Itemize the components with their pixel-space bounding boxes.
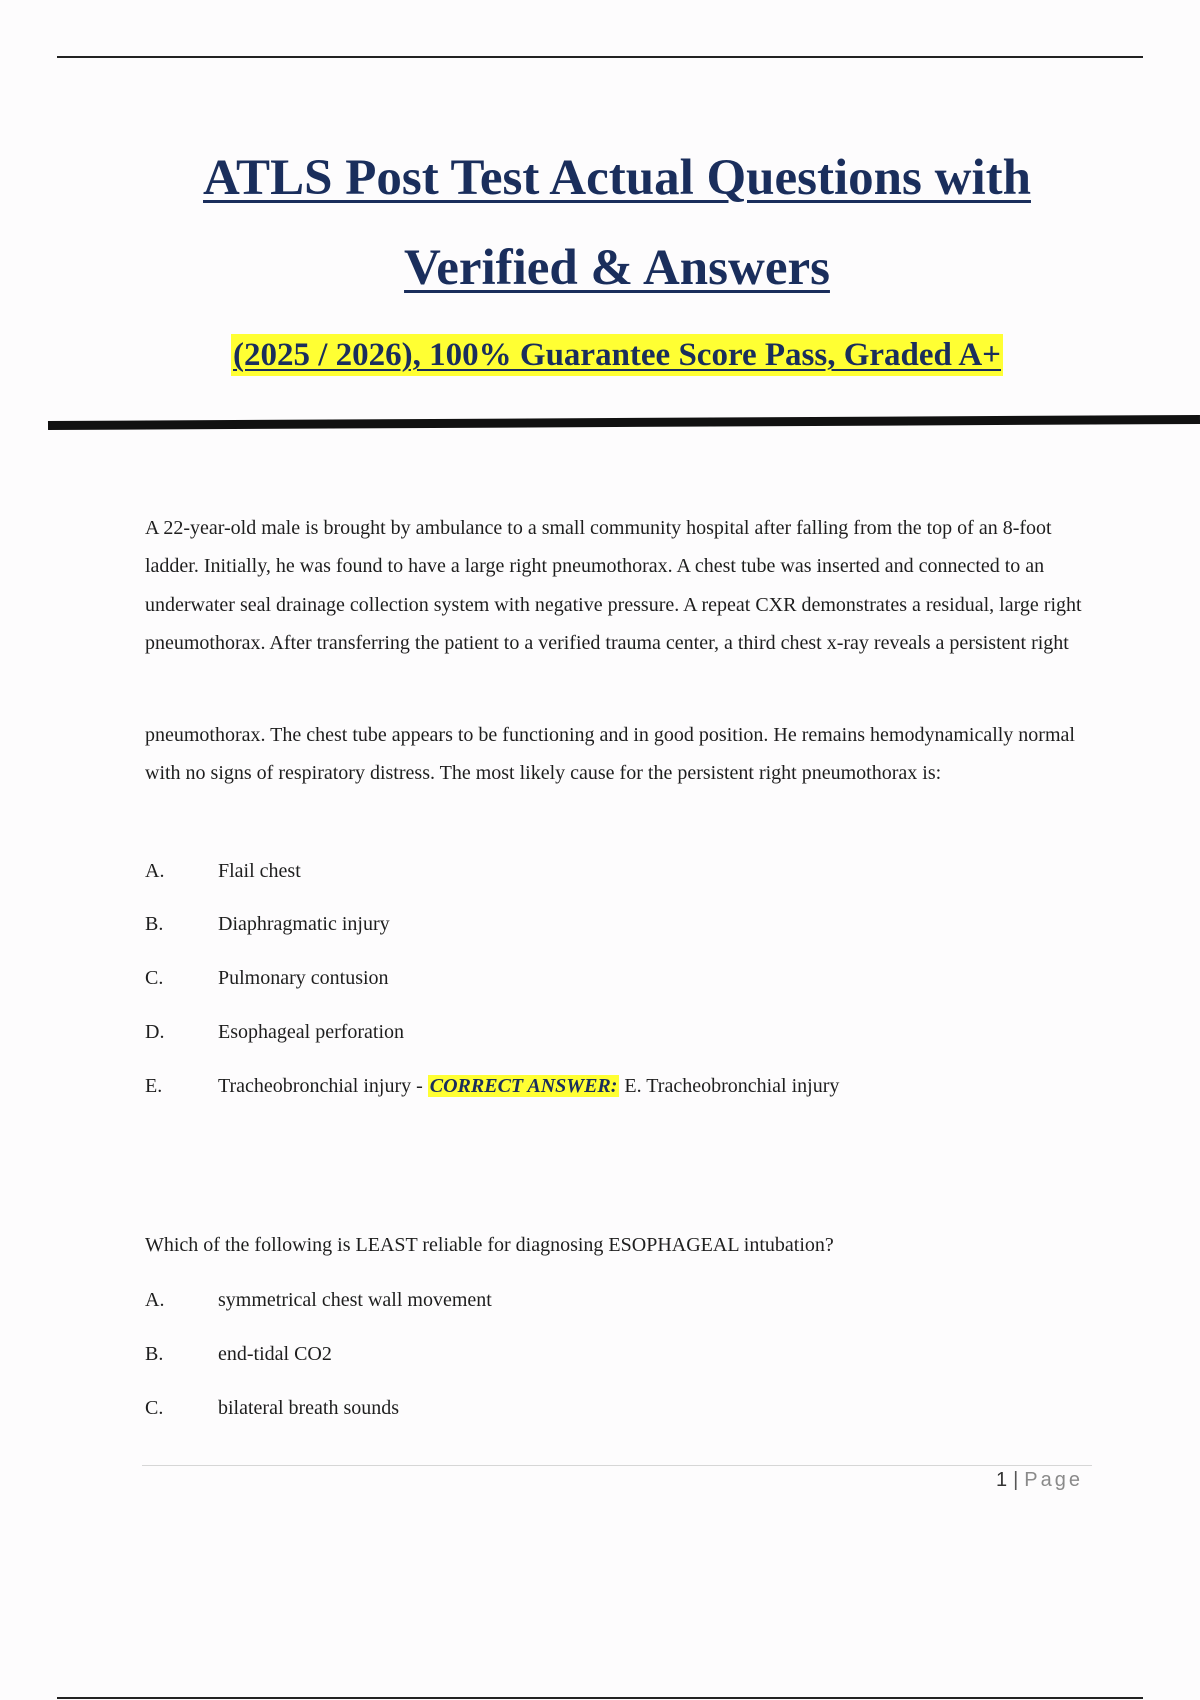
correct-answer-text: E. Tracheobronchial injury <box>619 1075 840 1097</box>
option-letter: C. <box>145 967 164 989</box>
footer-separator: | <box>1013 1469 1019 1491</box>
option-letter: A. <box>145 1289 165 1311</box>
option-text: Pulmonary contusion <box>218 967 389 989</box>
question1-option <box>145 909 390 939</box>
page-footer <box>996 1469 1083 1492</box>
question2-stem: Which of the following is LEAST reliable for diagnosing ESOPHAGEAL intubation? <box>145 1234 834 1256</box>
option-text: Flail chest <box>218 860 301 882</box>
option-text: end-tidal CO2 <box>218 1343 332 1365</box>
document-subtitle: (2025 / 2026), 100% Guarantee Score Pass, Graded A+ <box>231 334 1003 376</box>
top-rule <box>57 56 1143 58</box>
question2-option <box>145 1339 332 1369</box>
question1-option <box>145 1017 404 1047</box>
question1-option <box>145 856 301 886</box>
question1-option <box>145 963 389 993</box>
option-text: Tracheobronchial injury - <box>218 1075 428 1097</box>
option-letter: C. <box>145 1397 164 1419</box>
page-label: Page <box>1024 1469 1083 1491</box>
option-text: Esophageal perforation <box>218 1021 405 1043</box>
footer-rule <box>142 1465 1092 1466</box>
page-number: 1 <box>995 1469 1008 1491</box>
document-title-line1: ATLS Post Test Actual Questions with <box>203 150 1031 206</box>
subtitle-container <box>0 334 1200 376</box>
option-letter: B. <box>145 1343 164 1365</box>
option-text: Diaphragmatic injury <box>218 913 390 935</box>
bottom-rule <box>57 1697 1143 1699</box>
correct-answer-label: CORRECT ANSWER: <box>429 1075 618 1097</box>
question2-option <box>145 1393 399 1423</box>
option-text: symmetrical chest wall movement <box>218 1289 492 1311</box>
option-letter: E. <box>145 1075 163 1097</box>
option-letter: D. <box>145 1021 165 1043</box>
question1-stem-part2: pneumothorax. The chest tube appears to be functioning and in good position. He remains hemodynamically normal with no signs of respiratory distress. The most likely cause for the persistent right pneumothorax is: <box>145 724 1075 785</box>
option-letter: B. <box>145 913 164 935</box>
option-text: bilateral breath sounds <box>218 1397 400 1419</box>
question1-stem-part1: A 22-year-old male is brought by ambulance to a small community hospital after falling from the top of an 8-foot ladder. Initially, he was found to have a large right pneumothorax. A chest tube was inserted and connected to an underwater seal drainage collection system with negative pressure. A repeat CXR demonstrates a residual, large right pneumothorax. After transferring the patient to a verified trauma center, a third chest x-ray reveals a persistent right <box>145 517 1082 654</box>
question2-option <box>145 1285 492 1315</box>
section-divider <box>48 415 1200 430</box>
option-letter: A. <box>145 860 165 882</box>
document-title-line2: Verified & Answers <box>404 240 830 296</box>
question1-option-correct <box>145 1071 839 1101</box>
